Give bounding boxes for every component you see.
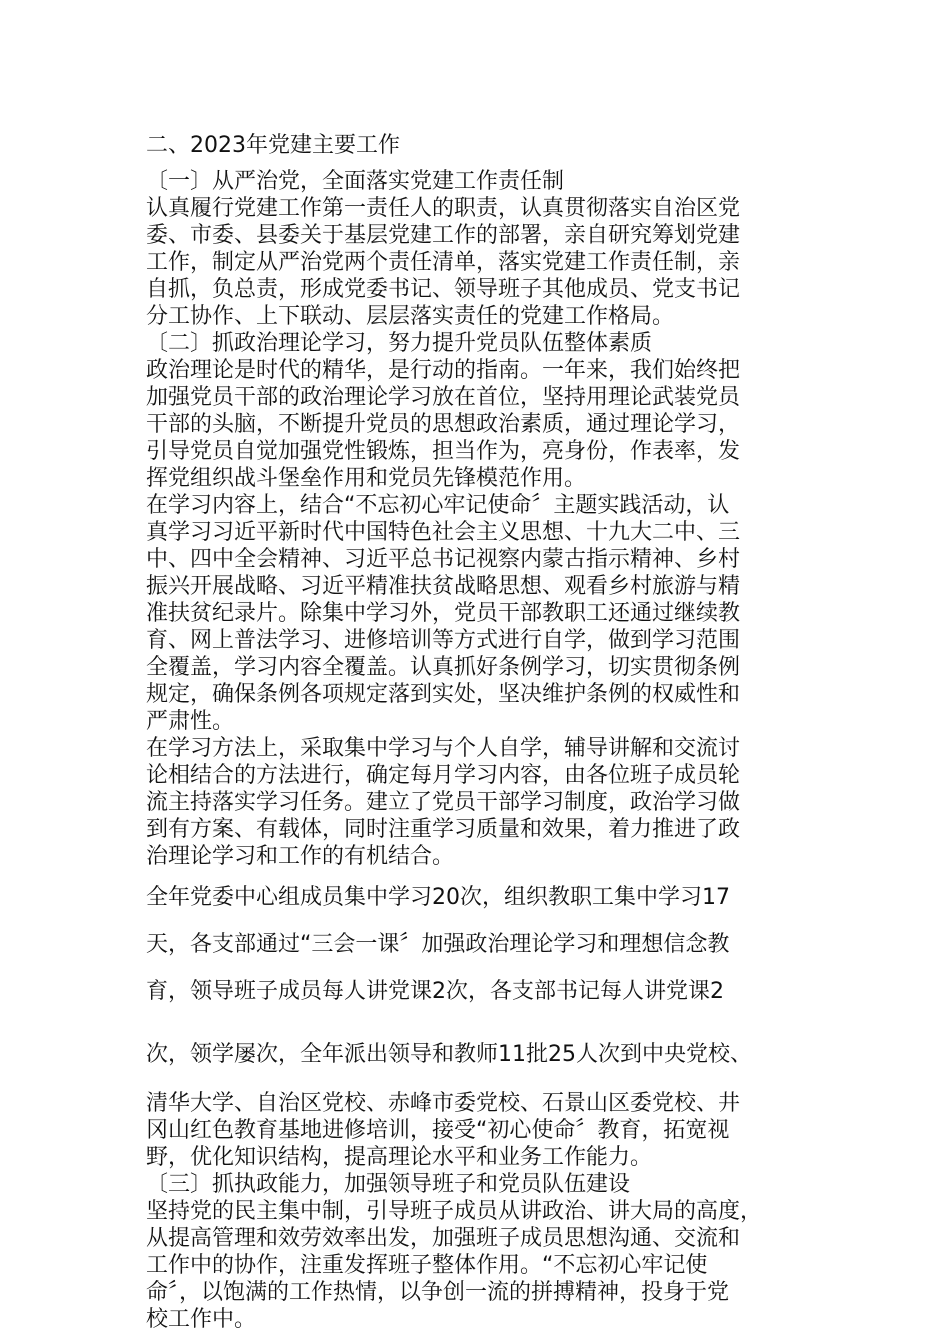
section2-para3-line: 到有方案、有载体，同时注重学习质量和效果，着力推进了政 (146, 817, 741, 842)
section2-para1-line: 引导党员自觉加强党性锻炼，担当作为，亮身份，作表率，发 (146, 439, 741, 464)
section2-para2-line: 在学习内容上，结合“不忘初心牢记使命〞主题实践活动，认 (146, 493, 730, 518)
section2-para2-line: 中、四中全会精神、习近平总书记视察内蒙古指示精神、乡村 (146, 547, 741, 572)
section3-line: 校工作中。 (146, 1307, 257, 1332)
section3-line: 命〞，以饱满的工作热情，以争创一流的拼搏精神，投身于党 (146, 1280, 730, 1305)
section2-para2-line: 育、网上普法学习、进修培训等方式进行自学，做到学习范围 (146, 628, 741, 653)
section2-para4-line: 野，优化知识结构，提高理论水平和业务工作能力。 (146, 1145, 653, 1170)
section2-para4-line: 冈山红色教育基地进修培训，接受“初心使命〞教育，拓宽视 (146, 1118, 730, 1143)
section2-para1-line: 政治理论是时代的精华，是行动的指南。一年来，我们始终把 (146, 358, 741, 383)
section2-para2-line: 振兴开展战略、习近平精准扶贫战略思想、观看乡村旅游与精 (146, 574, 741, 599)
section1-line: 自抓，负总责，形成党委书记、领导班子其他成员、党支书记 (146, 277, 741, 302)
section2-title: 〔二〕抓政治理论学习，努力提升党员队伍整体素质 (146, 331, 653, 356)
section3-line: 坚持党的民主集中制，引导班子成员从讲政治、讲大局的高度， (146, 1199, 763, 1224)
section1-line: 委、市委、县委关于基层党建工作的部署，亲自研究筹划党建 (146, 223, 741, 248)
section2-para2-line: 严肃性。 (146, 709, 235, 734)
section2-para2-line: 规定，确保条例各项规定落到实处，坚决维护条例的权威性和 (146, 682, 741, 707)
section2-para4-line: 次，领学屡次，全年派出领导和教师11批25人次到中央党校、 (146, 1042, 752, 1067)
section2-para4-line: 育，领导班子成员每人讲党课2次，各支部书记每人讲党课2 (146, 979, 724, 1004)
section1-title: 〔一〕从严治党，全面落实党建工作责任制 (146, 169, 565, 194)
section2-para3-line: 在学习方法上，采取集中学习与个人自学，辅导讲解和交流讨 (146, 736, 741, 761)
section2-para3-line: 流主持落实学习任务。建立了党员干部学习制度，政治学习做 (146, 790, 741, 815)
section3-title: 〔三〕抓执政能力，加强领导班子和党员队伍建设 (146, 1172, 631, 1197)
heading-main: 二、2023年党建主要工作 (146, 133, 400, 158)
section2-para4-line: 清华大学、自治区党校、赤峰市委党校、石景山区委党校、井 (146, 1091, 741, 1116)
section1-line: 分工协作、上下联动、层层落实责任的党建工作格局。 (146, 304, 675, 329)
document-page (146, 132, 818, 1333)
section2-para1-line: 加强党员干部的政治理论学习放在首位，坚持用理论武装党员 (146, 385, 741, 410)
section2-para1-line: 挥党组织战斗堡垒作用和党员先锋模范作用。 (146, 466, 587, 491)
section2-para3-line: 治理论学习和工作的有机结合。 (146, 844, 455, 869)
section2-para4 (146, 884, 818, 1171)
section3-line: 工作中的协作，注重发挥班子整体作用。“不忘初心牢记使 (146, 1253, 708, 1278)
section2-para4-line: 全年党委中心组成员集中学习20次，组织教职工集中学习17 (146, 885, 730, 910)
section2-para1-line: 干部的头脑，不断提升党员的思想政治素质，通过理论学习， (146, 412, 741, 437)
section1-line: 认真履行党建工作第一责任人的职责，认真贯彻落实自治区党 (146, 196, 741, 221)
section2-para2-line: 准扶贫纪录片。除集中学习外，党员干部教职工还通过继续教 (146, 601, 741, 626)
section1-line: 工作，制定从严治党两个责任清单，落实党建工作责任制，亲 (146, 250, 741, 275)
section2-para2-line: 真学习习近平新时代中国特色社会主义思想、十九大二中、三 (146, 520, 741, 545)
section2-para3-line: 论相结合的方法进行，确定每月学习内容，由各位班子成员轮 (146, 763, 741, 788)
section2-para2-line: 全覆盖，学习内容全覆盖。认真抓好条例学习，切实贯彻条例 (146, 655, 741, 680)
section2-para4-line: 天，各支部通过“三会一课〞加强政治理论学习和理想信念教 (146, 932, 730, 957)
section3-line: 从提高管理和效劳效率出发，加强班子成员思想沟通、交流和 (146, 1226, 741, 1251)
